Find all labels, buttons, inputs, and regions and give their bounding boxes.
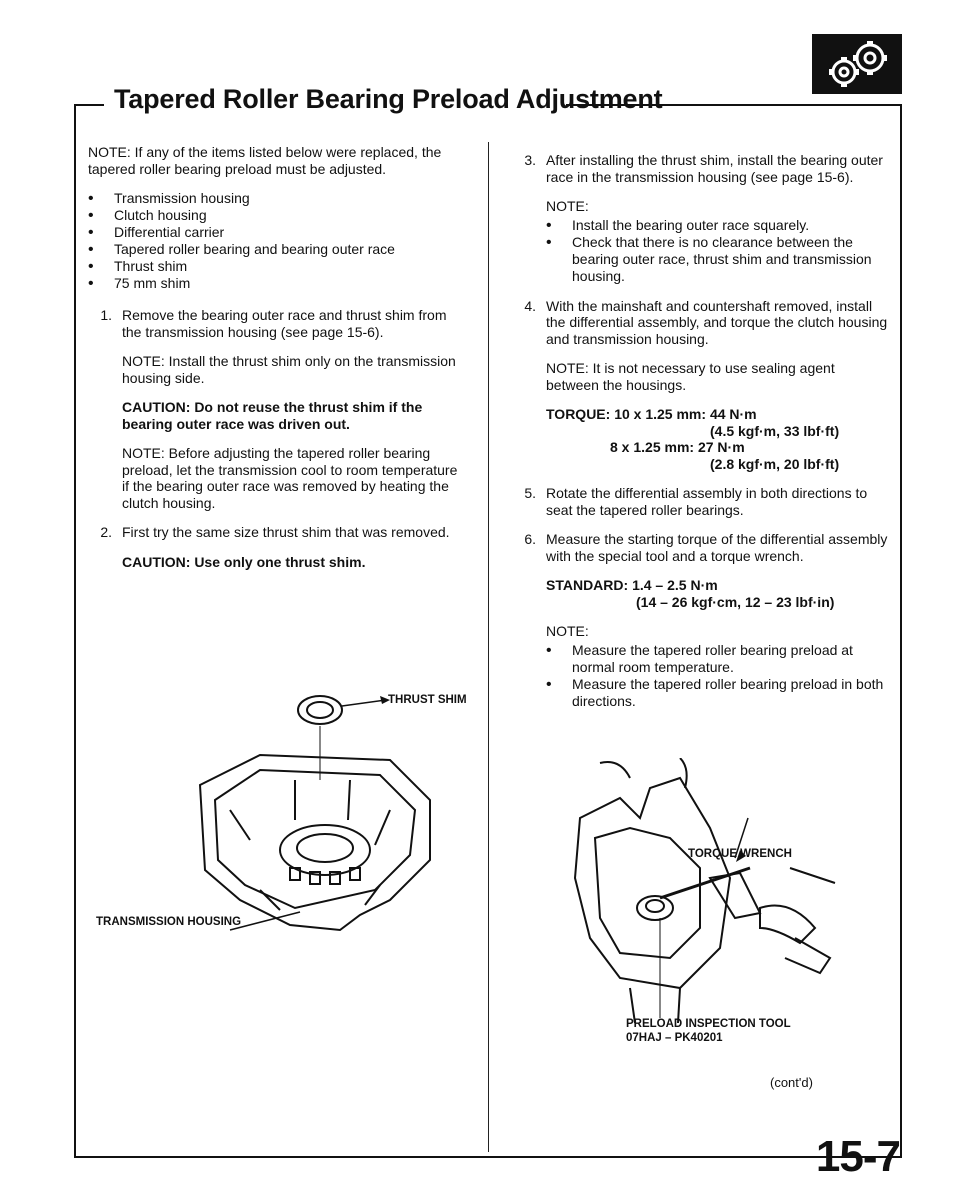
torque-spec (546, 406, 888, 472)
transmission-housing-label: TRANSMISSION HOUSING (96, 916, 242, 928)
list-item: • Check that there is no clearance between the bearing outer race, thrust shim and transmission housing. (546, 234, 888, 285)
right-column (512, 152, 888, 725)
step-text: After installing the thrust shim, install the bearing outer race in the transmission housing (see page 15-6). (546, 152, 883, 185)
preload-tool-part-number: 07HAJ – PK40201 (626, 1032, 723, 1044)
gear-set-icon (812, 34, 902, 94)
torque-label: TORQUE: (546, 406, 611, 422)
list-item: • Measure the tapered roller bearing preload at normal room temperature. (546, 642, 888, 676)
step-number: 5. (524, 485, 536, 501)
step-5 (512, 485, 888, 518)
list-item: • Thrust shim (88, 258, 466, 275)
caution-text: CAUTION: Do not reuse the thrust shim if the bearing outer race was driven out. (122, 399, 423, 432)
step-number: 1. (100, 307, 112, 323)
note-heading: NOTE: (546, 623, 589, 639)
step-note: NOTE: It is not necessary to use sealing agent between the housings. (546, 360, 835, 393)
step-1 (88, 307, 466, 511)
step-text: With the mainshaft and countershaft removed, install the differential assembly, and torque the clutch housing and transmission housing. (546, 297, 888, 347)
column-divider (488, 142, 489, 1152)
list-item: • 75 mm shim (88, 275, 466, 292)
note-heading: NOTE: (546, 198, 589, 214)
standard-spec (546, 577, 888, 610)
caution-text: CAUTION: Use only one thrust shim. (122, 553, 366, 570)
step-number: 3. (524, 152, 536, 168)
step-2 (88, 524, 466, 570)
step-text: Remove the bearing outer race and thrust shim from the transmission housing (see page 15-6). (122, 307, 447, 340)
step-6 (512, 531, 888, 710)
torque-value-1: 44 N·m (709, 406, 757, 422)
list-item: • Measure the tapered roller bearing preload in both directions. (546, 676, 888, 710)
list-item: • Transmission housing (88, 190, 466, 207)
intro-note: NOTE: If any of the items listed below were replaced, the tapered roller bearing preload must be adjusted. (88, 144, 442, 177)
list-item: • Install the bearing outer race squarely. (546, 217, 888, 234)
step-number: 4. (524, 297, 536, 314)
frame-top-rule-left (74, 104, 104, 106)
standard-value: 1.4 – 2.5 N·m (632, 577, 718, 593)
preload-tool-label: PRELOAD INSPECTION TOOL (626, 1018, 791, 1030)
torque-wrench-illustration (560, 758, 850, 1028)
page-title: Tapered Roller Bearing Preload Adjustment (114, 84, 663, 114)
step-number: 2. (100, 524, 112, 540)
step-3 (512, 152, 888, 285)
step-text: Rotate the differential assembly in both directions to seat the tapered roller bearings. (546, 485, 868, 518)
step-note: NOTE: Before adjusting the tapered roller bearing preload, let the transmission cool to room temperature if the bearing outer race was removed by heating the clutch housing. (122, 445, 458, 511)
list-item: • Differential carrier (88, 224, 466, 241)
step-number: 6. (524, 531, 536, 547)
torque-alt-1: (4.5 kgf·m, 33 lbf·ft) (710, 422, 840, 439)
continued-marker: (cont'd) (770, 1075, 813, 1090)
torque-alt-2: (2.8 kgf·m, 20 lbf·ft) (710, 455, 840, 472)
note-list (546, 217, 888, 285)
torque-value-2: 27 N·m (697, 439, 745, 455)
torque-size-1: 10 x 1.25 mm: (614, 406, 707, 422)
step-text: First try the same size thrust shim that was removed. (122, 524, 450, 540)
note-list (546, 642, 888, 710)
list-item: • Clutch housing (88, 207, 466, 224)
page-number: 15-7 (815, 1132, 900, 1181)
list-item: • Tapered roller bearing and bearing outer race (88, 241, 466, 258)
torque-wrench-label: TORQUE WRENCH (688, 848, 792, 860)
torque-size-2: 8 x 1.25 mm: (610, 439, 695, 455)
standard-label: STANDARD: (546, 577, 629, 593)
thrust-shim-label: THRUST SHIM (388, 694, 467, 706)
step-text: Measure the starting torque of the differential assembly with the special tool and a torque wrench. (546, 531, 888, 564)
left-column (88, 144, 466, 583)
replaced-items-list (88, 190, 466, 292)
step-4 (512, 298, 888, 473)
standard-alt: (14 – 26 kgf·cm, 12 – 23 lbf·in) (636, 593, 835, 610)
step-note: NOTE: Install the thrust shim only on the transmission housing side. (122, 353, 456, 386)
